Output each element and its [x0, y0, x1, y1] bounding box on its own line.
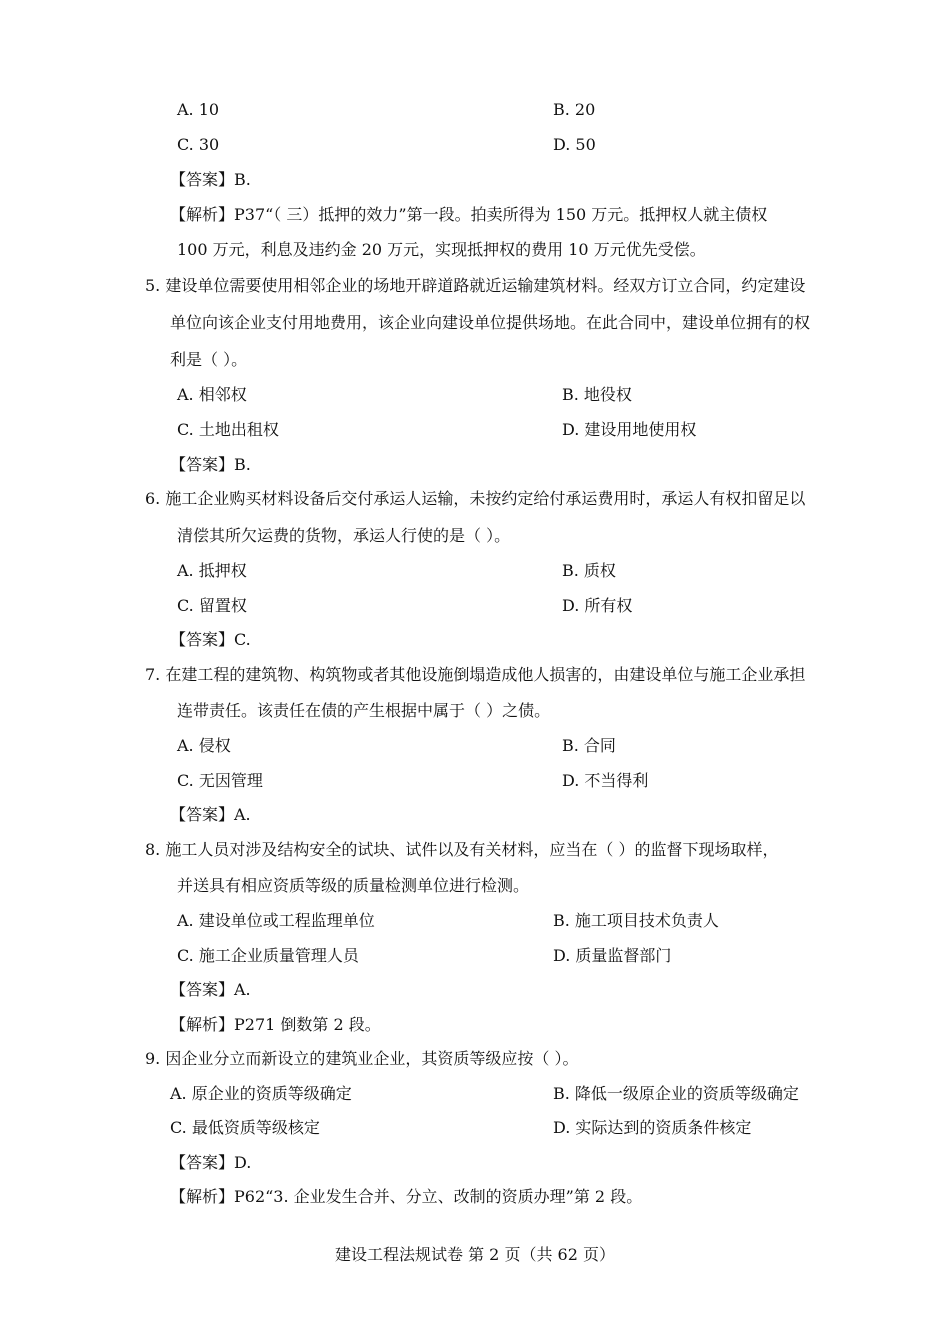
q4-answer: 【答案】B.: [170, 170, 251, 189]
q9-answer: 【答案】D.: [170, 1153, 252, 1172]
q8-answer: 【答案】A.: [170, 980, 251, 999]
q9-analysis: 【解析】P62“3. 企业发生合并、分立、改制的资质办理”第 2 段。: [170, 1187, 643, 1206]
q9-stem-line1: 9. 因企业分立而新设立的建筑业企业，其资质等级应按（ ）。: [145, 1049, 579, 1068]
q4-option-b: B. 20: [553, 100, 596, 119]
q9-option-d: D. 实际达到的资质条件核定: [553, 1118, 752, 1137]
q6-answer: 【答案】C.: [170, 630, 251, 649]
q9-option-a: A. 原企业的资质等级确定: [170, 1084, 352, 1103]
q7-option-b: B. 合同: [562, 736, 616, 755]
q7-option-c: C. 无因管理: [177, 771, 263, 790]
q5-stem-line3: 利是（ ）。: [170, 350, 248, 369]
q5-option-a: A. 相邻权: [177, 385, 247, 404]
q8-analysis: 【解析】P271 倒数第 2 段。: [170, 1015, 381, 1034]
q5-stem-line2: 单位向该企业支付用地费用，该企业向建设单位提供场地。在此合同中，建设单位拥有的权: [170, 313, 811, 332]
q5-option-d: D. 建设用地使用权: [562, 420, 697, 439]
q8-option-d: D. 质量监督部门: [553, 946, 672, 965]
q5-option-c: C. 土地出租权: [177, 420, 279, 439]
q9-option-c: C. 最低资质等级核定: [170, 1118, 320, 1137]
q7-stem-line2: 连带责任。该责任在债的产生根据中属于（ ）之债。: [177, 701, 551, 720]
q5-option-b: B. 地役权: [562, 385, 632, 404]
q6-option-d: D. 所有权: [562, 596, 633, 615]
q9-option-b: B. 降低一级原企业的资质等级确定: [553, 1084, 799, 1103]
q8-option-b: B. 施工项目技术负责人: [553, 911, 719, 930]
q4-option-d: D. 50: [553, 135, 596, 154]
q8-stem-line1: 8. 施工人员对涉及结构安全的试块、试件以及有关材料，应当在（ ）的监督下现场取样，: [145, 840, 779, 859]
q6-option-c: C. 留置权: [177, 596, 247, 615]
q7-option-d: D. 不当得利: [562, 771, 649, 790]
q4-analysis-line1: 【解析】P37“（ 三）抵押的效力”第一段。拍卖所得为 150 万元。抵押权人就主债权: [170, 205, 768, 224]
q6-stem-line2: 清偿其所欠运费的货物，承运人行使的是（ ）。: [177, 526, 511, 545]
q5-answer: 【答案】B.: [170, 455, 251, 474]
q7-option-a: A. 侵权: [177, 736, 231, 755]
q8-option-a: A. 建设单位或工程监理单位: [177, 911, 375, 930]
q6-option-b: B. 质权: [562, 561, 616, 580]
q7-answer: 【答案】A.: [170, 805, 251, 824]
q4-option-a: A. 10: [177, 100, 220, 119]
q6-option-a: A. 抵押权: [177, 561, 247, 580]
q4-analysis-line2: 100 万元，利息及违约金 20 万元，实现抵押权的费用 10 万元优先受偿。: [177, 240, 706, 259]
q7-stem-line1: 7. 在建工程的建筑物、构筑物或者其他设施倒塌造成他人损害的，由建设单位与施工企业承担: [145, 665, 806, 684]
q5-stem-line1: 5. 建设单位需要使用相邻企业的场地开辟道路就近运输建筑材料。经双方订立合同，约定建设: [145, 276, 806, 295]
q6-stem-line1: 6. 施工企业购买材料设备后交付承运人运输，未按约定给付承运费用时，承运人有权扣留足以: [145, 489, 806, 508]
q8-option-c: C. 施工企业质量管理人员: [177, 946, 359, 965]
q4-option-c: C. 30: [177, 135, 220, 154]
page-footer: 建设工程法规试卷 第 2 页（共 62 页）: [335, 1245, 615, 1264]
q8-stem-line2: 并送具有相应资质等级的质量检测单位进行检测。: [177, 876, 530, 895]
